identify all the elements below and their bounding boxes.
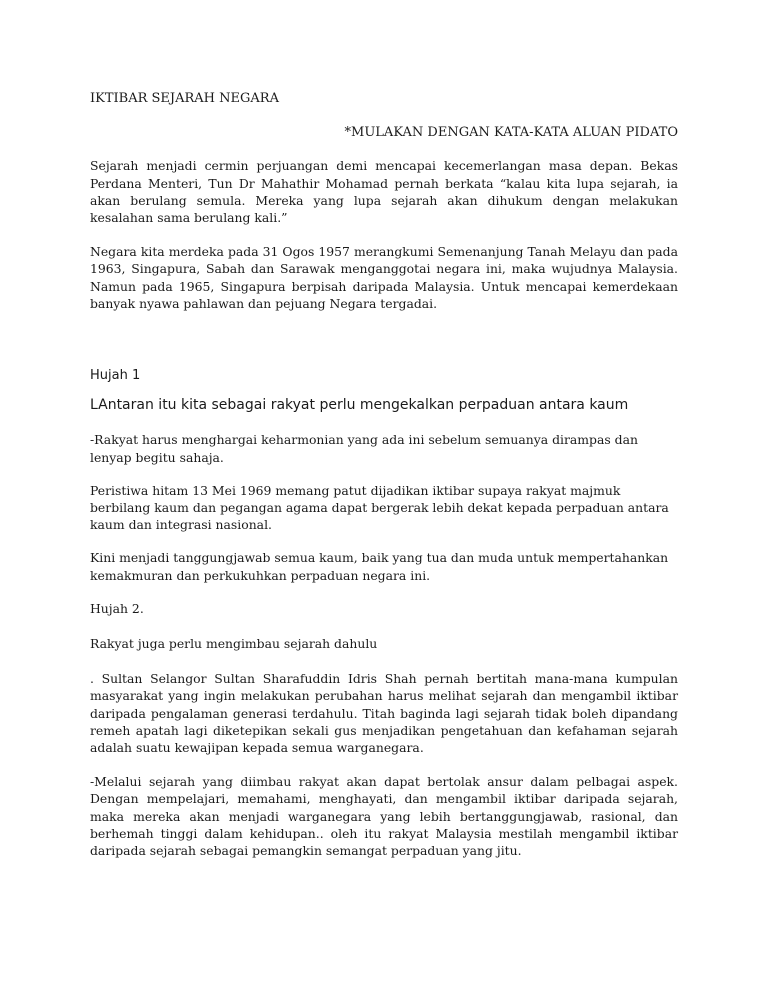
hujah-2-paragraph-2: -Melalui sejarah yang diimbau rakyat akan dapat bertolak ansur dalam pelbagai aspek. Dengan mempelajari, memahami, menghayati, dan mengambil iktibar daripada sejarah, maka mereka akan menjadi warganegara yang lebih bertanggungjawab, rasional, dan berhemah tinggi dalam kehidupan.. oleh itu rakyat Malaysia mestilah mengambil iktibar daripada sejarah sebagai pemangkin semangat perpaduan yang jitu.	[90, 774, 678, 859]
hujah-1-paragraph-3: Kini menjadi tanggungjawab semua kaum, baik yang tua dan muda untuk mempertahankan kemakmuran dan perkukuhkan perpaduan negara ini.	[90, 550, 669, 583]
document-title: IKTIBAR SEJARAH NEGARA	[90, 91, 279, 106]
hujah-1-paragraph-1: -Rakyat harus menghargai keharmonian yang ada ini sebelum semuanya dirampas dan lenyap begitu sahaja.	[90, 432, 638, 465]
document-page	[90, 90, 678, 876]
hujah-2-paragraph-1: . Sultan Selangor Sultan Sharafuddin Idris Shah pernah bertitah mana-mana kumpulan masyarakat yang ingin melakukan perubahan harus melihat sejarah dan mengambil iktibar daripada pengalaman generasi terdahulu. Titah baginda lagi sejarah tidak boleh dipandang remeh apatah lagi diketepikan sekali gus menjadikan pengetahuan dan kefahaman sejarah adalah suatu kewajipan kepada semua warganegara.	[90, 671, 678, 756]
hujah-1-paragraph-2: Peristiwa hitam 13 Mei 1969 memang patut dijadikan iktibar supaya rakyat majmuk berbilang kaum dan pegangan agama dapat bergerak lebih dekat kepada perpaduan antara kaum dan integrasi nasional.	[90, 482, 669, 533]
intro-paragraph-2: Negara kita merdeka pada 31 Ogos 1957 merangkumi Semenanjung Tanah Melayu dan pada 1963, Singapura, Sabah dan Sarawak menganggotai negara ini, maka wujudnya Malaysia. Namun pada 1965, Singapura berpisah daripada Malaysia. Untuk mencapai kemerdekaan banyak nyawa pahlawan dan pejuang Negara tergadai.	[90, 244, 678, 311]
speech-instruction: *MULAKAN DENGAN KATA-KATA ALUAN PIDATO	[344, 125, 678, 141]
hujah-1-label: Hujah 1	[90, 368, 141, 384]
hujah-2-label: Hujah 2.	[90, 600, 144, 616]
section-spacer	[90, 329, 678, 367]
hujah-2-heading: Rakyat juga perlu mengimbau sejarah dahulu	[90, 636, 378, 652]
hujah-1-heading: LAntaran itu kita sebagai rakyat perlu mengekalkan perpaduan antara kaum	[90, 397, 629, 414]
intro-paragraph-1: Sejarah menjadi cermin perjuangan demi mencapai kecemerlangan masa depan. Bekas Perdana Menteri, Tun Dr Mahathir Mohamad pernah berkata “kalau kita lupa sejarah, ia akan berulang semula. Mereka yang lupa sejarah akan dihukum dengan melakukan kesalahan sama berulang kali.”	[90, 158, 678, 226]
